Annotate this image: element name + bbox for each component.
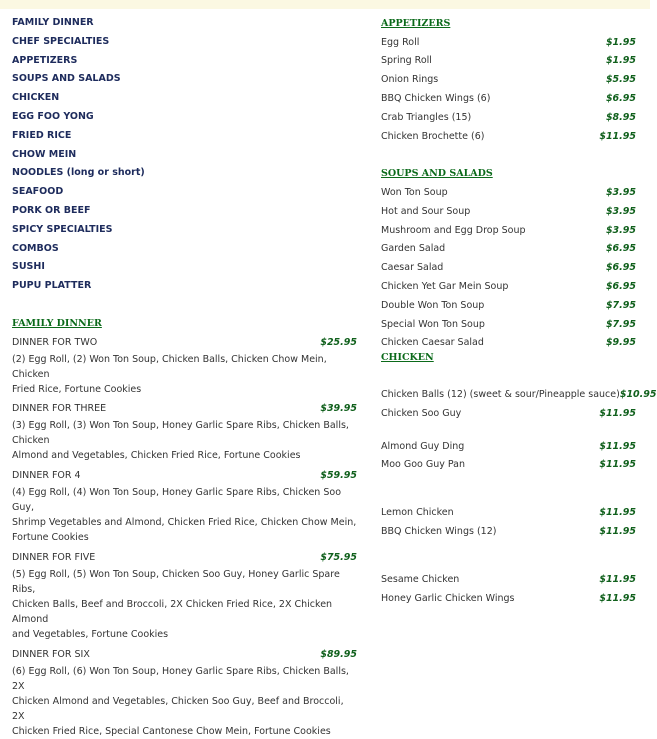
item-name: Almond Guy Ding xyxy=(381,440,465,452)
menu-item-row xyxy=(381,127,636,146)
menu-item xyxy=(12,466,357,545)
item-name: Chicken Brochette (6) xyxy=(381,130,485,142)
menu-item-row xyxy=(381,183,636,202)
category-link-sushi[interactable]: SUSHI xyxy=(12,261,45,273)
chicken-section xyxy=(381,352,657,607)
category-link-pork-or-beef[interactable]: PORK OR BEEF xyxy=(12,204,91,216)
menu-item-row xyxy=(381,221,636,240)
item-price: $11.95 xyxy=(599,526,636,538)
right-column xyxy=(381,14,657,608)
menu-item-row xyxy=(381,570,636,589)
item-price: $11.95 xyxy=(599,459,636,471)
item-price: $6.95 xyxy=(605,93,636,105)
section-heading-row xyxy=(12,314,357,333)
category-link-combos[interactable]: COMBOS xyxy=(12,242,59,254)
section-title-soups-and-salads: SOUPS AND SALADS xyxy=(381,168,493,180)
menu-item-row xyxy=(381,385,657,404)
item-price: $25.95 xyxy=(320,336,357,348)
menu-item-row xyxy=(381,240,636,259)
menu-item-row xyxy=(12,548,357,567)
item-name: BBQ Chicken Wings (6) xyxy=(381,93,491,105)
item-name: Chicken Caesar Salad xyxy=(381,337,484,349)
menu-item-row xyxy=(381,503,636,522)
section-title-family-dinner: FAMILY DINNER xyxy=(12,317,102,329)
description-line: Fried Rice, Fortune Cookies xyxy=(12,383,142,395)
menu-item xyxy=(12,400,357,464)
item-price: $3.95 xyxy=(605,187,636,199)
category-link-soups-and-salads[interactable]: SOUPS AND SALADS xyxy=(12,73,121,85)
description-line: Fortune Cookies xyxy=(12,532,89,544)
item-price: $6.95 xyxy=(605,243,636,255)
item-description xyxy=(12,352,357,397)
category-link-egg-foo-yong[interactable]: EGG FOO YONG xyxy=(12,110,94,122)
section-title-appetizers: APPETIZERS xyxy=(381,17,451,29)
item-name: DINNER FOR FIVE xyxy=(12,552,96,564)
item-name: Lemon Chicken xyxy=(381,507,454,519)
description-line: Shrimp Vegetables and Almond, Chicken Fried Rice, Chicken Chow Mein, xyxy=(12,517,357,529)
menu-item-row xyxy=(381,315,636,334)
menu-item-row xyxy=(381,296,636,315)
item-description xyxy=(12,567,357,642)
menu-item-row xyxy=(381,334,636,353)
menu-item-row xyxy=(381,108,636,127)
item-name: Chicken Soo Guy xyxy=(381,407,462,419)
menu-item-row xyxy=(381,202,636,221)
description-line: (6) Egg Roll, (6) Won Ton Soup, Honey Garlic Spare Ribs, Chicken Balls, 2X xyxy=(12,665,349,692)
menu-item-row xyxy=(12,466,357,485)
left-column xyxy=(12,14,357,739)
item-name: Moo Goo Guy Pan xyxy=(381,459,466,471)
item-price: $9.95 xyxy=(605,337,636,349)
category-link-noodles[interactable]: NOODLES (long or short) xyxy=(12,167,145,179)
category-nav xyxy=(12,14,357,296)
item-name: DINNER FOR 4 xyxy=(12,470,81,482)
description-line: Almond and Vegetables, Chicken Fried Rice, Fortune Cookies xyxy=(12,450,301,462)
item-name: Special Won Ton Soup xyxy=(381,318,485,330)
item-price: $39.95 xyxy=(320,403,357,415)
category-link-spicy-specialties[interactable]: SPICY SPECIALTIES xyxy=(12,223,113,235)
category-link-fried-rice[interactable]: FRIED RICE xyxy=(12,129,72,141)
item-price: $6.95 xyxy=(605,281,636,293)
item-description xyxy=(12,664,357,739)
menu-item-row xyxy=(381,70,636,89)
menu-item-row xyxy=(12,333,357,352)
description-line: (3) Egg Roll, (3) Won Ton Soup, Honey Garlic Spare Ribs, Chicken Balls, Chicken xyxy=(12,420,349,447)
item-name: Won Ton Soup xyxy=(381,187,448,199)
item-price: $11.95 xyxy=(599,573,636,585)
item-name: Mushroom and Egg Drop Soup xyxy=(381,224,526,236)
item-name: Hot and Sour Soup xyxy=(381,205,471,217)
item-description xyxy=(12,485,357,545)
item-price: $8.95 xyxy=(605,111,636,123)
item-price: $6.95 xyxy=(605,262,636,274)
item-price: $10.95 xyxy=(619,389,657,401)
item-name: BBQ Chicken Wings (12) xyxy=(381,526,497,538)
menu-item-row xyxy=(381,522,636,541)
item-price: $3.95 xyxy=(605,224,636,236)
item-name: Spring Roll xyxy=(381,55,432,67)
description-line: and Vegetables, Fortune Cookies xyxy=(12,628,169,640)
category-link-pupu-platter[interactable]: PUPU PLATTER xyxy=(12,280,92,292)
section-heading-row xyxy=(381,14,636,33)
category-link-family-dinner[interactable]: FAMILY DINNER xyxy=(12,17,94,28)
item-price: $7.95 xyxy=(605,299,636,311)
category-link-chicken[interactable]: CHICKEN xyxy=(12,92,60,104)
item-name: Onion Rings xyxy=(381,74,439,86)
menu-item-row xyxy=(381,277,636,296)
item-price: $1.95 xyxy=(605,36,636,48)
menu-item-row xyxy=(381,456,636,475)
menu-item-row xyxy=(12,400,357,419)
section-heading-row xyxy=(381,164,636,183)
item-price: $89.95 xyxy=(320,648,357,660)
item-name: Chicken Balls (12) (sweet & sour/Pineapple sauce) xyxy=(381,389,620,401)
item-name: Sesame Chicken xyxy=(381,573,460,585)
category-link-appetizers[interactable]: APPETIZERS xyxy=(12,54,78,66)
description-line: (4) Egg Roll, (4) Won Ton Soup, Honey Garlic Spare Ribs, Chicken Soo Guy, xyxy=(12,487,342,514)
item-price: $5.95 xyxy=(605,74,636,86)
section-title-chicken: CHICKEN xyxy=(381,352,434,364)
menu-item-row xyxy=(381,589,636,608)
description-line: Chicken Balls, Beef and Broccoli, 2X Chicken Fried Rice, 2X Chicken Almond xyxy=(12,598,333,625)
category-link-chow-mein[interactable]: CHOW MEIN xyxy=(12,148,77,160)
item-name: Crab Triangles (15) xyxy=(381,111,472,123)
description-line: Chicken Almond and Vegetables, Chicken Soo Guy, Beef and Broccoli, 2X xyxy=(12,695,344,722)
description-line: Chicken Fried Rice, Special Cantonese Chow Mein, Fortune Cookies xyxy=(12,725,331,737)
menu-item-row xyxy=(381,404,636,423)
top-band xyxy=(0,0,650,9)
soups-salads-section xyxy=(381,164,636,352)
item-price: $11.95 xyxy=(599,130,636,142)
item-description xyxy=(12,418,357,463)
item-name: Garden Salad xyxy=(381,243,446,255)
item-price: $11.95 xyxy=(599,507,636,519)
menu-item-row xyxy=(381,437,636,456)
item-name: Caesar Salad xyxy=(381,262,444,274)
item-price: $11.95 xyxy=(599,407,636,419)
item-name: DINNER FOR SIX xyxy=(12,648,90,660)
menu-item-row xyxy=(12,645,357,664)
item-price: $75.95 xyxy=(320,552,357,564)
appetizers-section xyxy=(381,14,636,146)
menu-item-row xyxy=(381,52,636,71)
menu-item xyxy=(12,333,357,397)
item-price: $7.95 xyxy=(605,318,636,330)
item-name: Egg Roll xyxy=(381,36,420,48)
item-price: $1.95 xyxy=(605,55,636,67)
item-name: Honey Garlic Chicken Wings xyxy=(381,592,515,604)
menu-item-row xyxy=(381,33,636,52)
menu-item-row xyxy=(381,89,636,108)
family-dinner-section xyxy=(12,314,357,739)
description-line: (5) Egg Roll, (5) Won Ton Soup, Chicken Soo Guy, Honey Garlic Spare Ribs, xyxy=(12,568,340,595)
item-name: DINNER FOR TWO xyxy=(12,336,98,348)
category-link-seafood[interactable]: SEAFOOD xyxy=(12,186,64,198)
item-name: Double Won Ton Soup xyxy=(381,299,485,311)
item-name: DINNER FOR THREE xyxy=(12,403,107,415)
item-name: Chicken Yet Gar Mein Soup xyxy=(381,281,509,293)
menu-item xyxy=(12,645,357,739)
menu-item-row xyxy=(381,258,636,277)
menu-item xyxy=(12,548,357,642)
item-price: $11.95 xyxy=(599,440,636,452)
item-price: $3.95 xyxy=(605,205,636,217)
item-price: $11.95 xyxy=(599,592,636,604)
item-price: $59.95 xyxy=(320,470,357,482)
category-link-chef-specialties[interactable]: CHEF SPECIALTIES xyxy=(12,35,110,47)
section-heading-row xyxy=(381,352,636,371)
description-line: (2) Egg Roll, (2) Won Ton Soup, Chicken Balls, Chicken Chow Mein, Chicken xyxy=(12,353,327,380)
